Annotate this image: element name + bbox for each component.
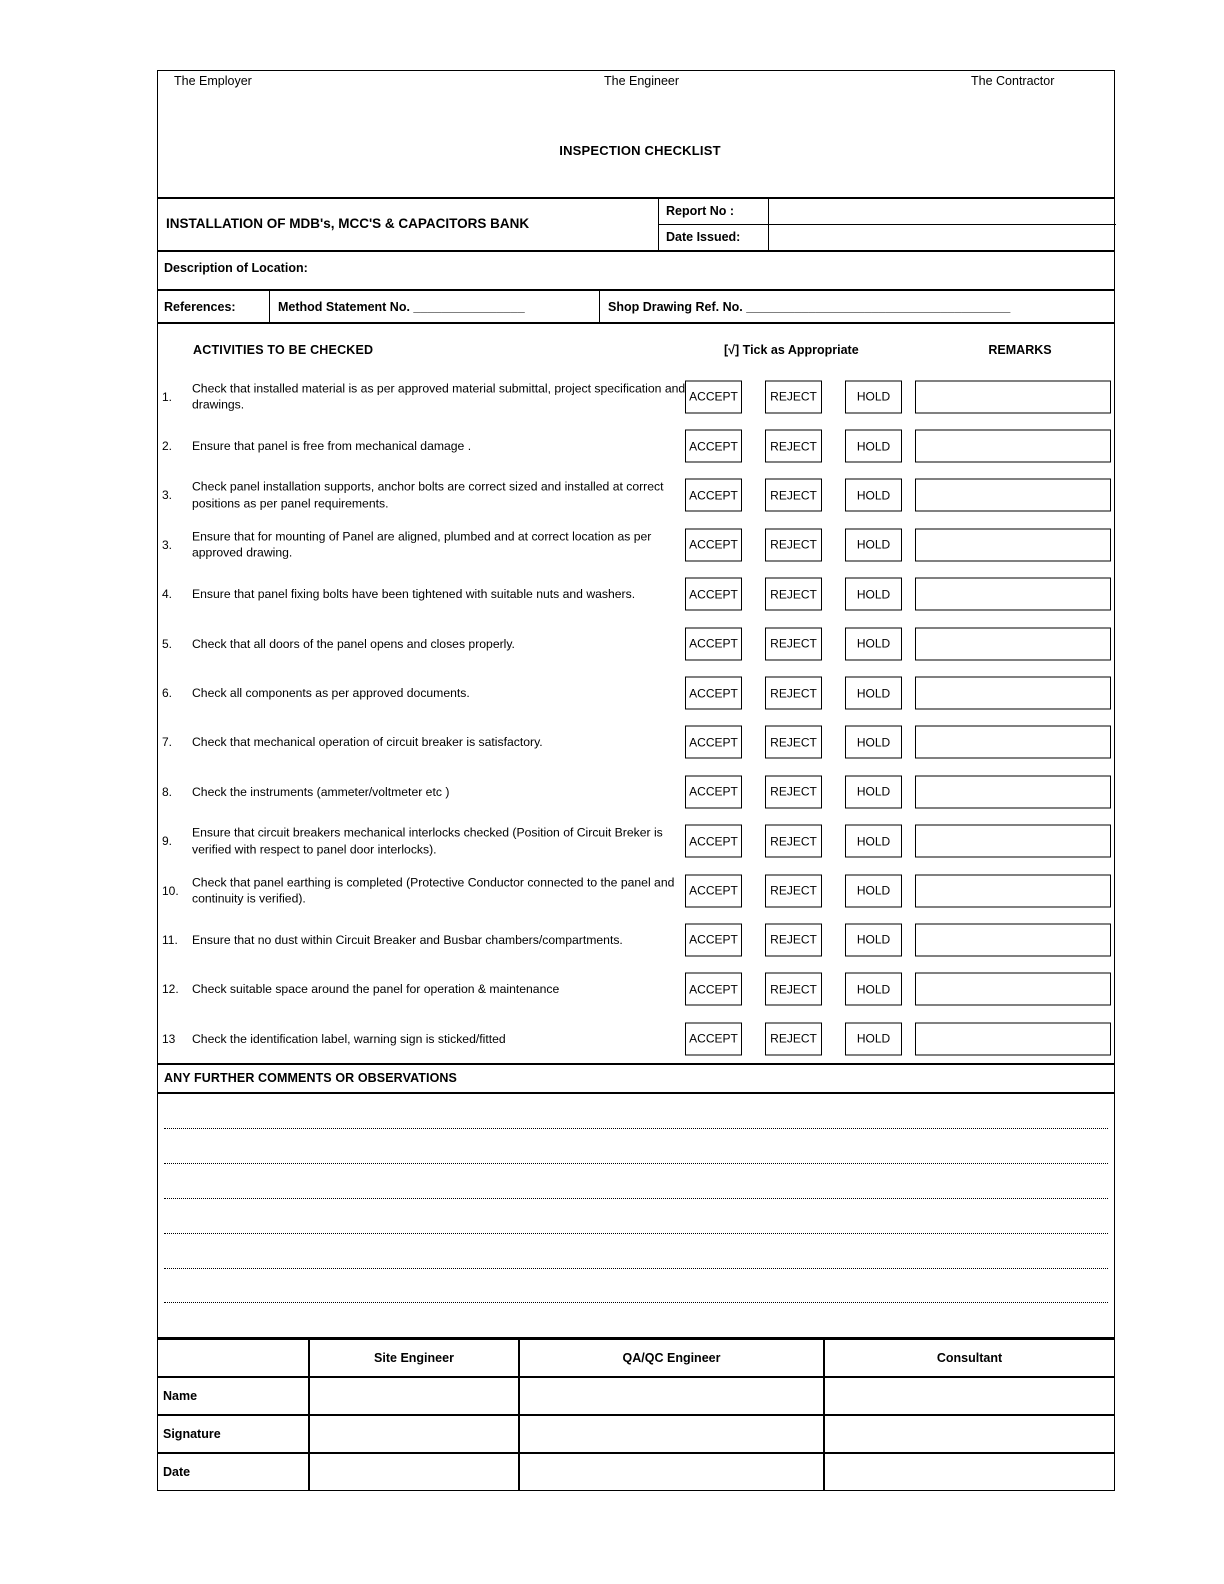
reject-option[interactable]: REJECT — [765, 528, 822, 561]
comments-writing-area[interactable] — [158, 1094, 1114, 1339]
table-row — [158, 668, 1114, 717]
signoff-input-cell[interactable] — [518, 1378, 823, 1414]
reject-option[interactable]: REJECT — [765, 973, 822, 1006]
signoff-row-label: Date — [163, 1465, 191, 1480]
activity-description: Check suitable space around the panel for operation & maintenance — [192, 982, 560, 997]
activity-description: Ensure that panel fixing bolts have been tightened with suitable nuts and washers. — [192, 587, 636, 602]
tick-options-group — [685, 479, 1111, 512]
signoff-column-header — [823, 1340, 1114, 1376]
tick-options-group — [685, 874, 1111, 907]
row-number: 9. — [162, 834, 173, 849]
hold-option[interactable]: HOLD — [845, 578, 902, 611]
reject-option[interactable]: REJECT — [765, 726, 822, 759]
signoff-column-header — [308, 1340, 518, 1376]
accept-option[interactable]: ACCEPT — [685, 578, 742, 611]
comment-line[interactable] — [164, 1233, 1108, 1234]
table-row — [158, 570, 1114, 619]
remarks-field[interactable] — [915, 627, 1111, 660]
accept-option[interactable]: ACCEPT — [685, 923, 742, 956]
report-info-group — [658, 199, 1116, 250]
tick-options-group — [685, 430, 1111, 463]
remarks-field[interactable] — [915, 825, 1111, 858]
table-row — [158, 421, 1114, 470]
signoff-row-label-cell — [158, 1416, 308, 1452]
table-row — [158, 965, 1114, 1014]
row-number: 2. — [162, 439, 173, 454]
activity-description: Ensure that no dust within Circuit Breaker and Busbar chambers/compartments. — [192, 932, 623, 947]
table-row — [158, 866, 1114, 915]
reject-option[interactable]: REJECT — [765, 825, 822, 858]
references-label-cell — [158, 291, 269, 322]
signoff-row-label: Signature — [163, 1427, 221, 1442]
hold-option[interactable]: HOLD — [845, 825, 902, 858]
activity-description: Check that mechanical operation of circuit breaker is satisfactory. — [192, 735, 543, 750]
reject-option[interactable]: REJECT — [765, 430, 822, 463]
hold-option[interactable]: HOLD — [845, 1022, 902, 1055]
accept-option[interactable]: ACCEPT — [685, 1022, 742, 1055]
hold-option[interactable]: HOLD — [845, 775, 902, 808]
reject-option[interactable]: REJECT — [765, 627, 822, 660]
row-number: 8. — [162, 784, 173, 799]
table-row — [158, 619, 1114, 668]
method-statement-label: Method Statement No. ________________ — [278, 299, 525, 314]
signoff-input-cell[interactable] — [518, 1416, 823, 1452]
row-number: 7. — [162, 735, 173, 750]
row-number: 10. — [162, 883, 179, 898]
column-header-activities: ACTIVITIES TO BE CHECKED — [193, 343, 374, 357]
remarks-field[interactable] — [915, 775, 1111, 808]
column-header-tick: [√] Tick as Appropriate — [724, 343, 859, 357]
report-no-label: Report No : — [666, 204, 735, 219]
tick-options-group — [685, 775, 1111, 808]
signoff-input-cell[interactable] — [518, 1454, 823, 1490]
tick-options-group — [685, 677, 1111, 710]
hold-option[interactable]: HOLD — [845, 874, 902, 907]
reject-option[interactable]: REJECT — [765, 775, 822, 808]
date-issued-label: Date Issued: — [666, 230, 741, 245]
signoff-row-label: Name — [163, 1389, 198, 1404]
comment-line[interactable] — [164, 1163, 1108, 1164]
installation-band — [158, 199, 1114, 252]
tick-options-group — [685, 380, 1111, 413]
description-of-location-band[interactable] — [158, 252, 1114, 291]
comment-line[interactable] — [164, 1198, 1108, 1199]
hold-option[interactable]: HOLD — [845, 380, 902, 413]
activity-description: Check panel installation supports, anchor bolts are correct sized and installed at correct positions as per panel requirements. — [192, 480, 664, 511]
date-issued-row — [659, 225, 1116, 251]
remarks-field[interactable] — [915, 479, 1111, 512]
accept-option[interactable]: ACCEPT — [685, 973, 742, 1006]
reject-option[interactable]: REJECT — [765, 1022, 822, 1055]
hold-option[interactable]: HOLD — [845, 430, 902, 463]
activity-description: Check the instruments (ammeter/voltmeter etc ) — [192, 784, 450, 799]
tick-options-group — [685, 1022, 1111, 1055]
signoff-input-cell[interactable] — [823, 1378, 1114, 1414]
signoff-column-label: Site Engineer — [374, 1351, 454, 1366]
signoff-input-cell[interactable] — [308, 1378, 518, 1414]
signoff-table — [158, 1339, 1114, 1490]
signoff-row — [158, 1454, 1114, 1490]
column-header-remarks: REMARKS — [988, 343, 1052, 357]
signoff-input-cell[interactable] — [308, 1416, 518, 1452]
activity-description: Check all components as per approved documents. — [192, 685, 470, 700]
activity-description: Check the identification label, warning sign is sticked/fitted — [192, 1031, 506, 1046]
reject-option[interactable]: REJECT — [765, 874, 822, 907]
tick-options-group — [685, 528, 1111, 561]
accept-option[interactable]: ACCEPT — [685, 627, 742, 660]
checklist-rows — [158, 372, 1114, 1063]
remarks-field[interactable] — [915, 1022, 1111, 1055]
remarks-field[interactable] — [915, 578, 1111, 611]
accept-option[interactable]: ACCEPT — [685, 479, 742, 512]
tick-options-group — [685, 923, 1111, 956]
row-number: 11. — [162, 932, 178, 947]
signoff-header-row — [158, 1340, 1114, 1378]
table-row — [158, 915, 1114, 964]
date-issued-field[interactable] — [768, 225, 1116, 251]
comments-heading-band — [158, 1063, 1114, 1094]
reject-option[interactable]: REJECT — [765, 578, 822, 611]
accept-option[interactable]: ACCEPT — [685, 380, 742, 413]
hold-option[interactable]: HOLD — [845, 677, 902, 710]
signoff-column-header — [518, 1340, 823, 1376]
row-number: 3. — [162, 537, 173, 552]
row-number: 5. — [162, 636, 173, 651]
parties-band — [158, 71, 1114, 199]
table-row — [158, 767, 1114, 816]
table-row — [158, 471, 1114, 520]
report-no-row — [659, 199, 1116, 225]
remarks-field[interactable] — [915, 528, 1111, 561]
hold-option[interactable]: HOLD — [845, 726, 902, 759]
accept-option[interactable]: ACCEPT — [685, 677, 742, 710]
signoff-row — [158, 1378, 1114, 1416]
tick-options-group — [685, 825, 1111, 858]
description-of-location-label: Description of Location: — [164, 261, 308, 275]
row-number: 6. — [162, 686, 173, 701]
reject-option[interactable]: REJECT — [765, 479, 822, 512]
installation-subject: INSTALLATION OF MDB's, MCC'S & CAPACITORS BANK — [166, 216, 530, 231]
comment-line[interactable] — [164, 1302, 1108, 1303]
reject-option[interactable]: REJECT — [765, 923, 822, 956]
remarks-field[interactable] — [915, 874, 1111, 907]
row-number: 4. — [162, 587, 173, 602]
activity-description: Ensure that circuit breakers mechanical interlocks checked (Position of Circuit Breker is verified with respect to panel door interlocks). — [192, 825, 663, 857]
signoff-input-cell[interactable] — [308, 1454, 518, 1490]
accept-option[interactable]: ACCEPT — [685, 775, 742, 808]
accept-option[interactable]: ACCEPT — [685, 726, 742, 759]
hold-option[interactable]: HOLD — [845, 973, 902, 1006]
table-row — [158, 817, 1114, 866]
row-number: 1. — [162, 389, 173, 404]
accept-option[interactable]: ACCEPT — [685, 528, 742, 561]
table-row — [158, 718, 1114, 767]
method-statement-cell[interactable] — [269, 291, 599, 322]
signoff-input-cell[interactable] — [823, 1454, 1114, 1490]
activity-description: Ensure that panel is free from mechanical damage . — [192, 438, 472, 453]
tick-options-group — [685, 578, 1111, 611]
contractor-label: The Contractor — [971, 74, 1055, 88]
comment-line[interactable] — [164, 1268, 1108, 1269]
references-band — [158, 291, 1114, 324]
accept-option[interactable]: ACCEPT — [685, 825, 742, 858]
signoff-row — [158, 1416, 1114, 1454]
reject-option[interactable]: REJECT — [765, 380, 822, 413]
remarks-field[interactable] — [915, 726, 1111, 759]
hold-option[interactable]: HOLD — [845, 479, 902, 512]
page-title: INSPECTION CHECKLIST — [559, 143, 721, 158]
shop-drawing-cell[interactable] — [599, 291, 1114, 322]
accept-option[interactable]: ACCEPT — [685, 874, 742, 907]
comment-line[interactable] — [164, 1128, 1108, 1129]
report-no-field[interactable] — [768, 199, 1116, 224]
comments-heading: ANY FURTHER COMMENTS OR OBSERVATIONS — [164, 1071, 457, 1086]
activity-description: Check that installed material is as per approved material submittal, project specification and drawings. — [192, 381, 686, 412]
remarks-field[interactable] — [915, 973, 1111, 1006]
activity-description: Check that panel earthing is completed (Protective Conductor connected to the panel and continuity is verified). — [192, 875, 675, 906]
table-row — [158, 520, 1114, 569]
remarks-field[interactable] — [915, 677, 1111, 710]
signoff-input-cell[interactable] — [823, 1416, 1114, 1452]
inspection-checklist-document — [157, 70, 1115, 1491]
table-row — [158, 1014, 1114, 1063]
accept-option[interactable]: ACCEPT — [685, 430, 742, 463]
signoff-column-label: QA/QC Engineer — [622, 1351, 721, 1366]
activities-header-row — [158, 324, 1114, 372]
signoff-column-label: Consultant — [936, 1351, 1003, 1366]
tick-options-group — [685, 726, 1111, 759]
activity-description: Check that all doors of the panel opens and closes properly. — [192, 636, 515, 651]
activity-description: Ensure that for mounting of Panel are aligned, plumbed and at correct location as per approved drawing. — [192, 529, 652, 560]
remarks-field[interactable] — [915, 380, 1111, 413]
row-number: 3. — [162, 488, 173, 503]
table-row — [158, 372, 1114, 421]
hold-option[interactable]: HOLD — [845, 627, 902, 660]
signoff-row-label-cell — [158, 1454, 308, 1490]
tick-options-group — [685, 973, 1111, 1006]
hold-option[interactable]: HOLD — [845, 528, 902, 561]
shop-drawing-label: Shop Drawing Ref. No. ______________________________________ — [608, 299, 1011, 314]
signoff-row-label-cell — [158, 1378, 308, 1414]
employer-label: The Employer — [174, 74, 252, 88]
reject-option[interactable]: REJECT — [765, 677, 822, 710]
hold-option[interactable]: HOLD — [845, 923, 902, 956]
signoff-column-header — [158, 1340, 308, 1376]
engineer-label: The Engineer — [604, 74, 680, 88]
remarks-field[interactable] — [915, 430, 1111, 463]
references-label: References: — [164, 299, 236, 314]
tick-options-group — [685, 627, 1111, 660]
row-number: 12. — [162, 982, 179, 997]
remarks-field[interactable] — [915, 923, 1111, 956]
row-number: 13 — [162, 1031, 176, 1046]
